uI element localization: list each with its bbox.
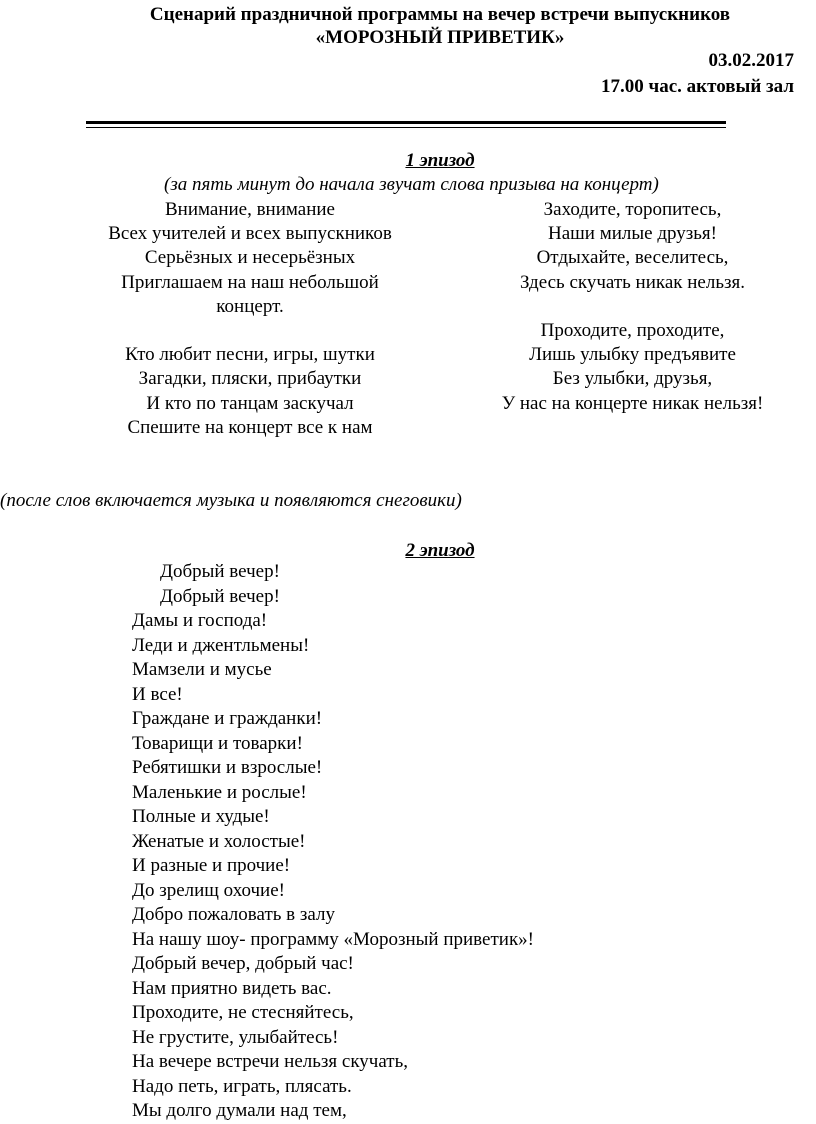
verse-line	[450, 295, 815, 319]
verse-line: Отдыхайте, веселитесь,	[536, 247, 729, 269]
poem-line: Полные и худые!	[132, 806, 270, 827]
poem-line: Граждане и гражданки!	[132, 708, 323, 729]
poem-line: Добро пожаловать в залу	[132, 904, 335, 925]
poem-line: Дамы и господа!	[132, 610, 268, 631]
verse-line	[60, 319, 440, 343]
poem-line: Надо петь, играть, плясать.	[132, 1075, 352, 1097]
poem-line: Проходите, не стесняйтесь,	[132, 1002, 354, 1023]
verse-line: концерт.	[216, 295, 284, 317]
event-date: 03.02.2017	[708, 50, 794, 71]
episode-2-heading: 2 эпизод	[405, 540, 475, 561]
poem-line: И разные и прочие!	[132, 855, 291, 876]
verse-line: Проходите, проходите,	[540, 319, 725, 341]
episode-1-after-note: (после слов включается музыка и появляются снеговики)	[0, 490, 462, 511]
poem-line: Не грустите, улыбайтесь!	[132, 1026, 339, 1048]
episode-1-heading: 1 эпизод	[405, 150, 475, 171]
verse-line: Приглашаем на наш небольшой	[121, 271, 379, 293]
event-time-place: 17.00 час. актовый зал	[601, 76, 794, 97]
poem-line: На нашу шоу- программу «Морозный приветик»!	[132, 928, 534, 950]
episode-1-left-column	[60, 198, 440, 440]
poem-line: Маленькие и рослые!	[132, 781, 307, 803]
verse-line: И кто по танцам заскучал	[146, 392, 354, 414]
verse-line: Серьёзных и несерьёзных	[144, 247, 356, 269]
verse-line: Без улыбки, друзья,	[552, 368, 713, 390]
verse-line: Спешите на концерт все к нам	[127, 416, 373, 438]
verse-line: Загадки, пляски, прибаутки	[138, 368, 362, 390]
poem-line: Товарищи и товарки!	[132, 732, 303, 754]
poem-line: На вечере встречи нельзя скучать,	[132, 1051, 409, 1072]
divider-thick	[86, 121, 726, 124]
poem-line: И все!	[132, 683, 183, 705]
poem-line: Мамзели и мусье	[132, 659, 272, 680]
verse-line: Лишь улыбку предъявите	[529, 344, 736, 366]
divider-thin	[86, 127, 726, 128]
verse-line: Здесь скучать никак нельзя.	[519, 271, 745, 293]
poem-line: До зрелищ охочие!	[132, 879, 285, 901]
poem-line: Добрый вечер, добрый час!	[132, 953, 354, 974]
verse-line: Наши милые друзья!	[548, 223, 717, 245]
verse-line: Кто любит песни, игры, шутки	[125, 344, 375, 366]
poem-line: Женатые и холостые!	[132, 830, 306, 852]
poem-line: Добрый вечер!	[160, 585, 280, 607]
episode-2-poem	[132, 560, 534, 1124]
document-title: Сценарий праздничной программы на вечер встречи выпускников	[149, 4, 731, 25]
episode-1-stage-direction: (за пять минут до начала звучат слова призыва на концерт)	[164, 174, 659, 195]
poem-line: Добрый вечер!	[160, 561, 280, 582]
poem-line: Нам приятно видеть вас.	[132, 977, 332, 999]
poem-line: Леди и джентльмены!	[132, 634, 310, 656]
episode-1-right-column	[450, 198, 815, 416]
verse-line: Заходите, торопитесь,	[543, 199, 722, 220]
verse-line: У нас на концерте никак нельзя!	[501, 392, 764, 414]
verse-line: Внимание, внимание	[164, 199, 335, 220]
poem-line: Ребятишки и взрослые!	[132, 757, 323, 778]
verse-line: Всех учителей и всех выпускников	[108, 223, 392, 245]
program-name: «МОРОЗНЫЙ ПРИВЕТИК»	[315, 27, 565, 48]
poem-line: Мы долго думали над тем,	[132, 1100, 347, 1121]
